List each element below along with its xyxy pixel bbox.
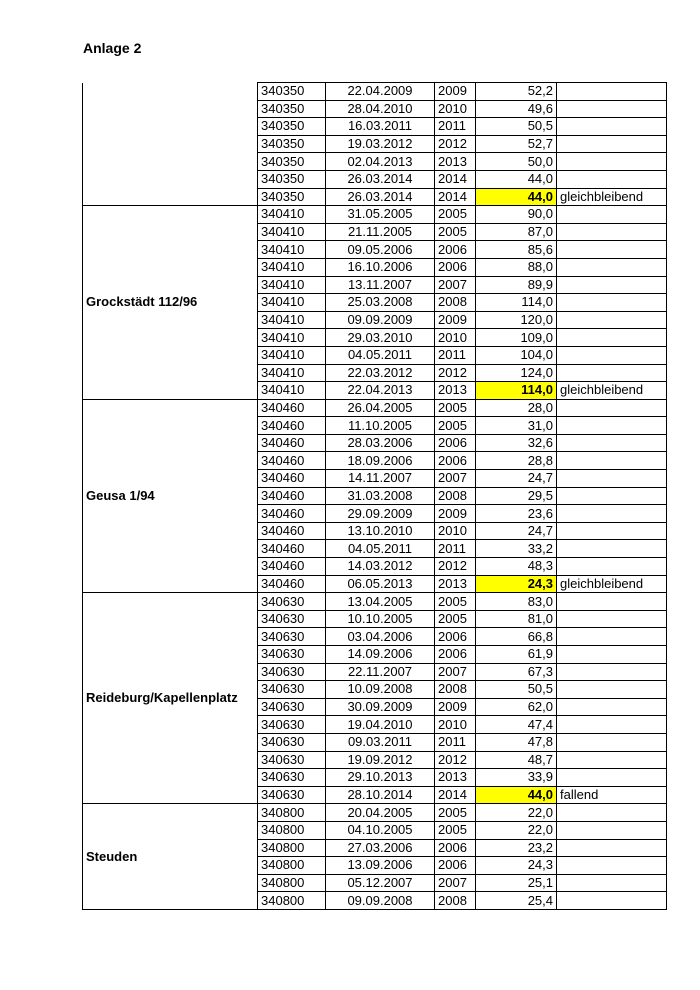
- trend-cell: [557, 716, 667, 734]
- year-cell: 2011: [435, 733, 476, 751]
- station-id-cell: 340350: [258, 135, 326, 153]
- trend-cell: [557, 294, 667, 312]
- year-cell: 2006: [435, 628, 476, 646]
- station-name-cell: Steuden: [83, 804, 258, 910]
- station-id-cell: 340460: [258, 487, 326, 505]
- date-cell: 31.03.2008: [326, 487, 435, 505]
- station-id-cell: 340410: [258, 223, 326, 241]
- date-cell: 14.09.2006: [326, 646, 435, 664]
- value-cell: 90,0: [476, 206, 557, 224]
- value-cell: 120,0: [476, 311, 557, 329]
- trend-cell: [557, 874, 667, 892]
- date-cell: 05.12.2007: [326, 874, 435, 892]
- value-cell: 67,3: [476, 663, 557, 681]
- trend-cell: [557, 434, 667, 452]
- year-cell: 2007: [435, 470, 476, 488]
- trend-cell: [557, 522, 667, 540]
- date-cell: 06.05.2013: [326, 575, 435, 593]
- value-cell: 49,6: [476, 100, 557, 118]
- station-id-cell: 340410: [258, 258, 326, 276]
- value-cell: 124,0: [476, 364, 557, 382]
- value-cell: 48,3: [476, 558, 557, 576]
- value-cell: 85,6: [476, 241, 557, 259]
- station-id-cell: 340410: [258, 382, 326, 400]
- table-row: [83, 83, 667, 101]
- value-cell: 87,0: [476, 223, 557, 241]
- station-id-cell: 340800: [258, 839, 326, 857]
- value-cell: 88,0: [476, 258, 557, 276]
- station-name-cell: Reideburg/Kapellenplatz: [83, 593, 258, 804]
- year-cell: 2010: [435, 716, 476, 734]
- year-cell: 2008: [435, 892, 476, 910]
- value-cell: 33,9: [476, 769, 557, 787]
- date-cell: 18.09.2006: [326, 452, 435, 470]
- year-cell: 2010: [435, 100, 476, 118]
- year-cell: 2005: [435, 417, 476, 435]
- station-id-cell: 340800: [258, 892, 326, 910]
- year-cell: 2009: [435, 698, 476, 716]
- trend-cell: [557, 399, 667, 417]
- trend-cell: gleichbleibend: [557, 188, 667, 206]
- trend-cell: [557, 540, 667, 558]
- value-cell: 44,0: [476, 188, 557, 206]
- trend-cell: [557, 505, 667, 523]
- trend-cell: [557, 452, 667, 470]
- trend-cell: [557, 135, 667, 153]
- station-id-cell: 340350: [258, 170, 326, 188]
- trend-cell: [557, 857, 667, 875]
- year-cell: 2006: [435, 452, 476, 470]
- date-cell: 16.10.2006: [326, 258, 435, 276]
- date-cell: 10.10.2005: [326, 610, 435, 628]
- station-id-cell: 340460: [258, 470, 326, 488]
- year-cell: 2013: [435, 575, 476, 593]
- trend-cell: gleichbleibend: [557, 382, 667, 400]
- year-cell: 2008: [435, 294, 476, 312]
- value-cell: 31,0: [476, 417, 557, 435]
- value-cell: 83,0: [476, 593, 557, 611]
- value-cell: 50,0: [476, 153, 557, 171]
- measurement-table: [82, 82, 667, 910]
- value-cell: 47,8: [476, 733, 557, 751]
- year-cell: 2012: [435, 135, 476, 153]
- value-cell: 50,5: [476, 681, 557, 699]
- value-cell: 114,0: [476, 294, 557, 312]
- trend-cell: [557, 206, 667, 224]
- station-id-cell: 340410: [258, 329, 326, 347]
- value-cell: 104,0: [476, 346, 557, 364]
- date-cell: 19.03.2012: [326, 135, 435, 153]
- year-cell: 2013: [435, 153, 476, 171]
- value-cell: 52,7: [476, 135, 557, 153]
- trend-cell: [557, 417, 667, 435]
- year-cell: 2014: [435, 188, 476, 206]
- date-cell: 30.09.2009: [326, 698, 435, 716]
- date-cell: 28.04.2010: [326, 100, 435, 118]
- station-id-cell: 340630: [258, 698, 326, 716]
- date-cell: 22.04.2009: [326, 83, 435, 101]
- station-id-cell: 340460: [258, 522, 326, 540]
- station-id-cell: 340350: [258, 188, 326, 206]
- station-id-cell: 340350: [258, 118, 326, 136]
- date-cell: 29.10.2013: [326, 769, 435, 787]
- value-cell: 47,4: [476, 716, 557, 734]
- year-cell: 2005: [435, 593, 476, 611]
- trend-cell: fallend: [557, 786, 667, 804]
- station-id-cell: 340630: [258, 681, 326, 699]
- year-cell: 2006: [435, 646, 476, 664]
- value-cell: 62,0: [476, 698, 557, 716]
- station-name-cell: Geusa 1/94: [83, 399, 258, 593]
- station-id-cell: 340800: [258, 857, 326, 875]
- station-id-cell: 340630: [258, 769, 326, 787]
- date-cell: 09.03.2011: [326, 733, 435, 751]
- trend-cell: [557, 839, 667, 857]
- station-id-cell: 340630: [258, 628, 326, 646]
- value-cell: 28,0: [476, 399, 557, 417]
- date-cell: 13.10.2010: [326, 522, 435, 540]
- year-cell: 2012: [435, 364, 476, 382]
- value-cell: 66,8: [476, 628, 557, 646]
- date-cell: 20.04.2005: [326, 804, 435, 822]
- station-id-cell: 340630: [258, 786, 326, 804]
- trend-cell: [557, 276, 667, 294]
- year-cell: 2005: [435, 223, 476, 241]
- value-cell: 28,8: [476, 452, 557, 470]
- station-id-cell: 340460: [258, 399, 326, 417]
- table-row: [83, 804, 667, 822]
- value-cell: 25,1: [476, 874, 557, 892]
- date-cell: 29.03.2010: [326, 329, 435, 347]
- table-row: [83, 593, 667, 611]
- date-cell: 03.04.2006: [326, 628, 435, 646]
- station-id-cell: 340460: [258, 434, 326, 452]
- year-cell: 2006: [435, 241, 476, 259]
- date-cell: 04.05.2011: [326, 540, 435, 558]
- date-cell: 16.03.2011: [326, 118, 435, 136]
- date-cell: 29.09.2009: [326, 505, 435, 523]
- trend-cell: [557, 241, 667, 259]
- trend-cell: [557, 892, 667, 910]
- value-cell: 114,0: [476, 382, 557, 400]
- date-cell: 09.09.2008: [326, 892, 435, 910]
- station-id-cell: 340800: [258, 874, 326, 892]
- page-heading: Anlage 2: [83, 40, 142, 56]
- value-cell: 25,4: [476, 892, 557, 910]
- year-cell: 2014: [435, 786, 476, 804]
- trend-cell: [557, 470, 667, 488]
- trend-cell: [557, 329, 667, 347]
- date-cell: 04.05.2011: [326, 346, 435, 364]
- value-cell: 109,0: [476, 329, 557, 347]
- year-cell: 2014: [435, 170, 476, 188]
- year-cell: 2005: [435, 399, 476, 417]
- value-cell: 24,7: [476, 470, 557, 488]
- year-cell: 2009: [435, 311, 476, 329]
- station-id-cell: 340630: [258, 751, 326, 769]
- year-cell: 2012: [435, 558, 476, 576]
- date-cell: 22.03.2012: [326, 364, 435, 382]
- value-cell: 24,7: [476, 522, 557, 540]
- date-cell: 22.04.2013: [326, 382, 435, 400]
- trend-cell: [557, 100, 667, 118]
- year-cell: 2010: [435, 522, 476, 540]
- date-cell: 31.05.2005: [326, 206, 435, 224]
- date-cell: 19.04.2010: [326, 716, 435, 734]
- date-cell: 22.11.2007: [326, 663, 435, 681]
- year-cell: 2007: [435, 663, 476, 681]
- trend-cell: [557, 153, 667, 171]
- year-cell: 2011: [435, 540, 476, 558]
- trend-cell: [557, 821, 667, 839]
- value-cell: 50,5: [476, 118, 557, 136]
- station-id-cell: 340630: [258, 610, 326, 628]
- station-id-cell: 340410: [258, 241, 326, 259]
- station-id-cell: 340350: [258, 153, 326, 171]
- station-id-cell: 340460: [258, 575, 326, 593]
- value-cell: 33,2: [476, 540, 557, 558]
- year-cell: 2009: [435, 83, 476, 101]
- trend-cell: [557, 681, 667, 699]
- station-id-cell: 340800: [258, 804, 326, 822]
- station-id-cell: 340460: [258, 558, 326, 576]
- date-cell: 26.04.2005: [326, 399, 435, 417]
- year-cell: 2006: [435, 434, 476, 452]
- trend-cell: [557, 751, 667, 769]
- value-cell: 44,0: [476, 170, 557, 188]
- station-id-cell: 340800: [258, 821, 326, 839]
- value-cell: 22,0: [476, 821, 557, 839]
- station-id-cell: 340630: [258, 716, 326, 734]
- date-cell: 09.05.2006: [326, 241, 435, 259]
- trend-cell: [557, 610, 667, 628]
- trend-cell: [557, 364, 667, 382]
- station-id-cell: 340410: [258, 206, 326, 224]
- date-cell: 04.10.2005: [326, 821, 435, 839]
- year-cell: 2011: [435, 118, 476, 136]
- station-id-cell: 340630: [258, 593, 326, 611]
- station-name-cell: Grockstädt 112/96: [83, 206, 258, 400]
- station-id-cell: 340460: [258, 505, 326, 523]
- date-cell: 19.09.2012: [326, 751, 435, 769]
- date-cell: 27.03.2006: [326, 839, 435, 857]
- trend-cell: [557, 118, 667, 136]
- trend-cell: [557, 593, 667, 611]
- date-cell: 28.10.2014: [326, 786, 435, 804]
- year-cell: 2005: [435, 610, 476, 628]
- trend-cell: [557, 698, 667, 716]
- date-cell: 02.04.2013: [326, 153, 435, 171]
- station-id-cell: 340460: [258, 540, 326, 558]
- value-cell: 22,0: [476, 804, 557, 822]
- year-cell: 2007: [435, 874, 476, 892]
- station-id-cell: 340410: [258, 311, 326, 329]
- value-cell: 23,2: [476, 839, 557, 857]
- year-cell: 2007: [435, 276, 476, 294]
- value-cell: 23,6: [476, 505, 557, 523]
- station-id-cell: 340350: [258, 83, 326, 101]
- trend-cell: [557, 663, 667, 681]
- station-id-cell: 340350: [258, 100, 326, 118]
- value-cell: 81,0: [476, 610, 557, 628]
- year-cell: 2005: [435, 804, 476, 822]
- year-cell: 2012: [435, 751, 476, 769]
- station-id-cell: 340630: [258, 646, 326, 664]
- trend-cell: [557, 646, 667, 664]
- year-cell: 2009: [435, 505, 476, 523]
- date-cell: 28.03.2006: [326, 434, 435, 452]
- value-cell: 44,0: [476, 786, 557, 804]
- year-cell: 2013: [435, 769, 476, 787]
- trend-cell: [557, 170, 667, 188]
- date-cell: 14.03.2012: [326, 558, 435, 576]
- value-cell: 32,6: [476, 434, 557, 452]
- year-cell: 2005: [435, 821, 476, 839]
- date-cell: 10.09.2008: [326, 681, 435, 699]
- date-cell: 26.03.2014: [326, 170, 435, 188]
- date-cell: 11.10.2005: [326, 417, 435, 435]
- trend-cell: gleichbleibend: [557, 575, 667, 593]
- date-cell: 09.09.2009: [326, 311, 435, 329]
- station-id-cell: 340410: [258, 276, 326, 294]
- station-id-cell: 340410: [258, 294, 326, 312]
- trend-cell: [557, 223, 667, 241]
- station-id-cell: 340410: [258, 346, 326, 364]
- trend-cell: [557, 769, 667, 787]
- value-cell: 61,9: [476, 646, 557, 664]
- station-id-cell: 340460: [258, 452, 326, 470]
- year-cell: 2008: [435, 487, 476, 505]
- year-cell: 2006: [435, 258, 476, 276]
- value-cell: 29,5: [476, 487, 557, 505]
- date-cell: 13.04.2005: [326, 593, 435, 611]
- year-cell: 2010: [435, 329, 476, 347]
- trend-cell: [557, 804, 667, 822]
- value-cell: 89,9: [476, 276, 557, 294]
- year-cell: 2005: [435, 206, 476, 224]
- table-row: [83, 206, 667, 224]
- year-cell: 2013: [435, 382, 476, 400]
- trend-cell: [557, 346, 667, 364]
- station-id-cell: 340630: [258, 733, 326, 751]
- date-cell: 25.03.2008: [326, 294, 435, 312]
- trend-cell: [557, 311, 667, 329]
- date-cell: 13.09.2006: [326, 857, 435, 875]
- date-cell: 13.11.2007: [326, 276, 435, 294]
- value-cell: 24,3: [476, 857, 557, 875]
- trend-cell: [557, 83, 667, 101]
- date-cell: 26.03.2014: [326, 188, 435, 206]
- year-cell: 2008: [435, 681, 476, 699]
- value-cell: 48,7: [476, 751, 557, 769]
- trend-cell: [557, 733, 667, 751]
- year-cell: 2006: [435, 839, 476, 857]
- trend-cell: [557, 258, 667, 276]
- station-id-cell: 340460: [258, 417, 326, 435]
- year-cell: 2006: [435, 857, 476, 875]
- date-cell: 21.11.2005: [326, 223, 435, 241]
- station-id-cell: 340410: [258, 364, 326, 382]
- trend-cell: [557, 558, 667, 576]
- trend-cell: [557, 487, 667, 505]
- station-id-cell: 340630: [258, 663, 326, 681]
- table-row: [83, 399, 667, 417]
- year-cell: 2011: [435, 346, 476, 364]
- value-cell: 52,2: [476, 83, 557, 101]
- station-name-cell: [83, 83, 258, 206]
- date-cell: 14.11.2007: [326, 470, 435, 488]
- trend-cell: [557, 628, 667, 646]
- value-cell: 24,3: [476, 575, 557, 593]
